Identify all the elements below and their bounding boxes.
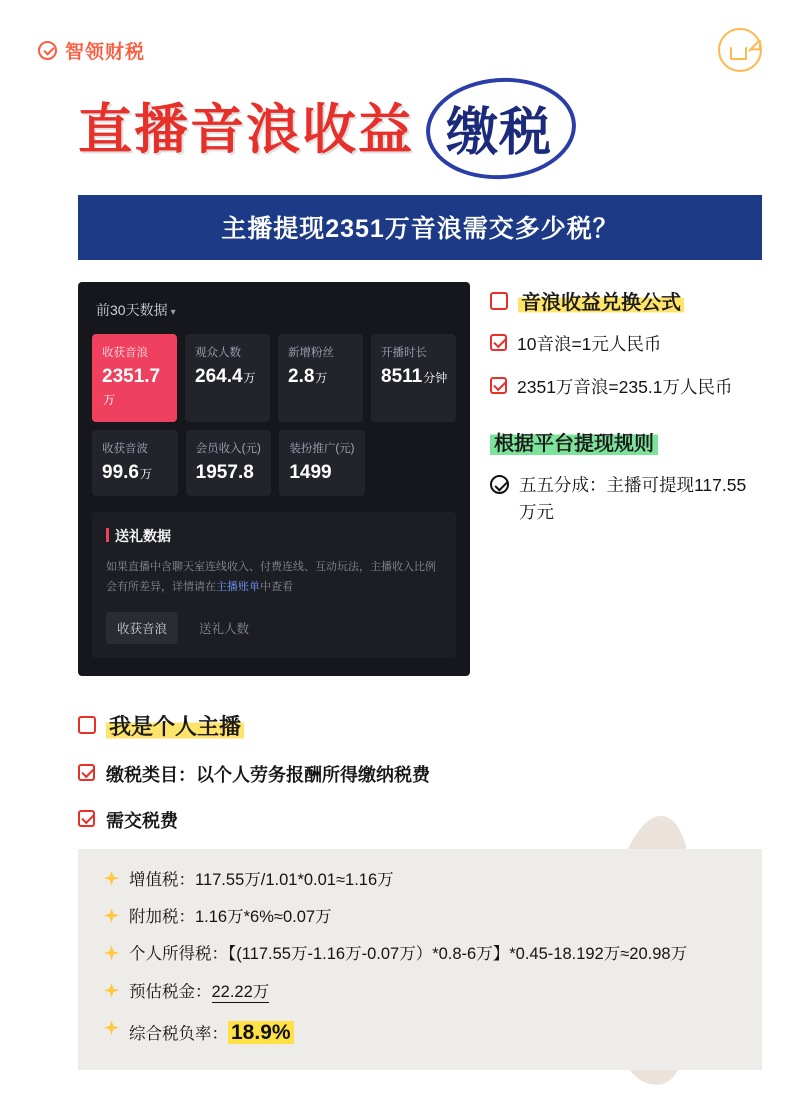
diamond-bullet-icon <box>104 945 119 960</box>
stat-unit: 分钟 <box>423 371 448 385</box>
share-button[interactable] <box>718 28 762 72</box>
check-circle-icon <box>38 41 57 60</box>
diamond-bullet-icon <box>104 983 119 998</box>
title-circled-text: 缴税 <box>446 103 553 163</box>
gift-data-panel <box>92 512 456 658</box>
stat-number: 264.4 <box>195 366 243 387</box>
stat-card <box>92 430 178 496</box>
bottom-section <box>0 676 800 1070</box>
stat-number: 1499 <box>289 462 332 483</box>
checkbox-icon <box>490 334 507 351</box>
calc-value: 【(117.55万-1.16万-0.07万）*0.8-6万】*0.45-18.192万≈20.98万 <box>228 945 688 964</box>
brand-name: 智领财税 <box>65 41 146 63</box>
stat-value <box>288 366 355 388</box>
checkbox-icon <box>78 810 95 827</box>
calc-row <box>104 867 740 893</box>
stat-number: 2351.7 <box>102 366 161 387</box>
calc-value-highlight: 18.9% <box>228 1021 294 1044</box>
diamond-bullet-icon <box>104 1020 119 1035</box>
diamond-bullet-icon <box>104 908 119 923</box>
stats-row-2 <box>92 430 365 496</box>
share-export-icon <box>730 40 750 60</box>
title-circled-word <box>432 86 566 173</box>
rule-heading <box>490 427 762 456</box>
formula-item-text: 2351万音浪=235.1万人民币 <box>517 377 733 398</box>
title-main-text: 直播音浪收益 <box>78 97 414 161</box>
calc-value: 117.55万/1.01*0.01≈1.16万 <box>195 870 394 889</box>
rule-item <box>490 472 762 526</box>
calc-value: 22.22万 <box>211 982 270 1001</box>
stat-label: 开播时长 <box>381 347 427 359</box>
gift-desc-part1: 如果直播中含聊天室连线收入、付费连线、互动玩法，主播收入比例会有所差异，详情请在 <box>106 561 436 593</box>
page-title <box>0 72 800 173</box>
bottom-line-text: 需交税费 <box>106 810 178 831</box>
gift-panel-title: 送礼数据 <box>106 526 444 546</box>
formula-heading <box>490 286 762 315</box>
stat-unit: 万 <box>315 371 328 385</box>
right-column <box>490 282 762 527</box>
calc-row <box>104 904 740 930</box>
stat-card <box>185 334 270 422</box>
tax-calculation-box <box>78 849 762 1070</box>
mid-section <box>0 260 800 676</box>
calc-label: 附加税： <box>129 907 195 926</box>
stat-card <box>279 430 365 496</box>
stat-unit: 万 <box>243 371 256 385</box>
calc-text <box>129 941 687 967</box>
bottom-line <box>78 807 762 833</box>
stat-value <box>102 462 170 484</box>
subtitle-banner: 主播提现2351万音浪需交多少税？ <box>78 195 762 260</box>
calc-row <box>104 1016 740 1050</box>
calc-label: 增值税： <box>129 870 195 889</box>
calc-label: 预估税金： <box>129 982 212 1001</box>
checkbox-icon <box>78 764 95 781</box>
stat-label: 会员收入(元) <box>195 443 261 455</box>
formula-item <box>490 331 762 358</box>
stat-label: 装扮推广(元) <box>289 443 355 455</box>
gift-tab[interactable]: 送礼人数 <box>199 621 250 636</box>
calc-value: 1.16万*6%≈0.07万 <box>195 907 332 926</box>
formula-heading-text: 音浪收益兑换公式 <box>518 286 684 315</box>
stat-value <box>195 366 262 388</box>
stats-row-1 <box>92 334 456 422</box>
circle-annotation <box>423 73 580 184</box>
square-bullet-icon <box>490 292 508 310</box>
calc-text <box>129 867 394 893</box>
stat-label: 观众人数 <box>195 347 241 359</box>
period-label: 前30天数据 <box>96 302 168 318</box>
chevron-down-icon: ▾ <box>170 307 176 318</box>
gift-desc-link[interactable]: 主播账单 <box>216 580 260 593</box>
rule-item-text: 五五分成：主播可提现117.55万元 <box>519 475 747 523</box>
stat-unit: 万 <box>103 393 116 407</box>
stat-number: 99.6 <box>102 462 139 483</box>
stat-value <box>289 462 357 484</box>
square-bullet-icon <box>78 716 96 734</box>
screenshot-period-selector[interactable] <box>96 300 456 320</box>
check-circle-icon <box>490 475 509 494</box>
gift-tab-active[interactable]: 收获音浪 <box>106 612 178 644</box>
calc-text <box>129 979 269 1005</box>
calc-row <box>104 979 740 1005</box>
calc-label: 个人所得税： <box>129 945 228 964</box>
stat-value <box>102 366 169 410</box>
stat-label: 收获音波 <box>102 443 148 455</box>
stat-number: 2.8 <box>288 366 315 387</box>
stat-label: 收获音浪 <box>102 347 148 359</box>
bottom-line-text: 缴税类目：以个人劳务报酬所得缴纳税费 <box>106 764 430 785</box>
brand-logo <box>38 37 145 64</box>
formula-item <box>490 374 762 401</box>
stat-label: 新增粉丝 <box>288 347 334 359</box>
calc-text <box>129 1016 294 1050</box>
stat-number: 8511 <box>381 366 423 387</box>
bottom-heading <box>78 710 762 741</box>
stat-value <box>196 462 264 484</box>
header-bar <box>0 0 800 72</box>
checkbox-icon <box>490 377 507 394</box>
stat-card <box>186 430 272 496</box>
stat-card <box>92 334 177 422</box>
gift-desc-part2: 中查看 <box>260 580 293 593</box>
formula-item-text: 10音浪=1元人民币 <box>517 334 662 354</box>
calc-label: 综合税负率： <box>129 1025 228 1044</box>
stat-value <box>381 366 448 388</box>
bottom-heading-text: 我是个人主播 <box>106 710 244 741</box>
calc-row <box>104 941 740 967</box>
stat-unit: 万 <box>139 467 152 481</box>
gift-tabs <box>106 612 444 644</box>
app-screenshot-card <box>78 282 470 676</box>
stat-number: 1957.8 <box>195 462 254 483</box>
diamond-bullet-icon <box>104 871 119 886</box>
calc-text <box>129 904 332 930</box>
stat-card <box>371 334 456 422</box>
bottom-line <box>78 761 762 787</box>
rule-heading-text: 根据平台提现规则 <box>490 432 658 456</box>
gift-panel-description <box>106 558 444 598</box>
stat-card <box>278 334 363 422</box>
